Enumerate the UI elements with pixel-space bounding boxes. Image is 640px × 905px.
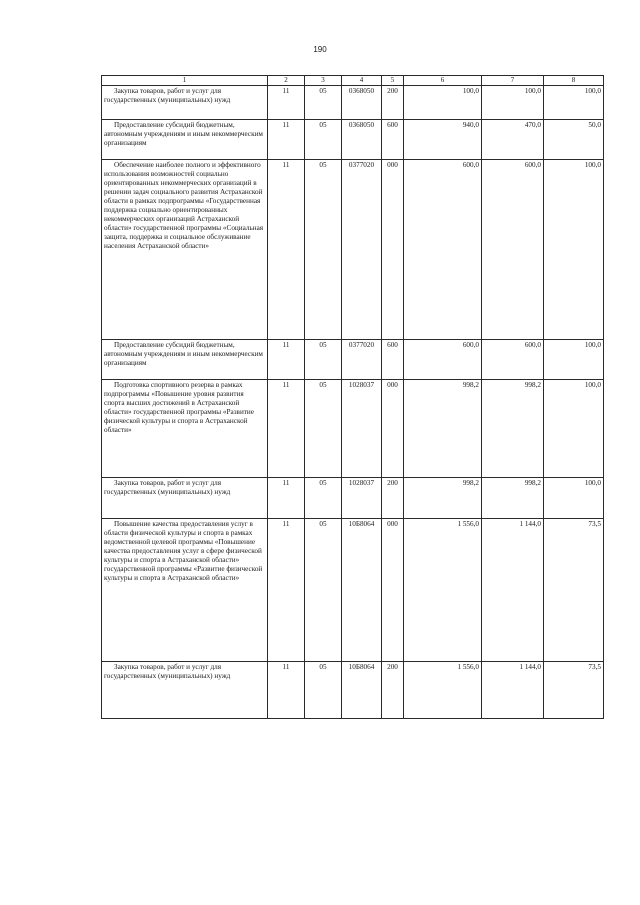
table-row <box>102 85 604 119</box>
row-percent: 100,0 <box>544 85 604 119</box>
table-row <box>102 661 604 718</box>
row-target-code: 10Б8064 <box>342 661 382 718</box>
table-row <box>102 339 604 379</box>
row-section: 11 <box>268 661 305 718</box>
row-percent: 100,0 <box>544 379 604 477</box>
row-expense-type: 200 <box>382 85 404 119</box>
row-subsection: 05 <box>305 477 342 518</box>
row-subsection: 05 <box>305 159 342 339</box>
header-col-3: 3 <box>305 76 342 86</box>
row-target-code: 0377020 <box>342 159 382 339</box>
header-col-8: 8 <box>544 76 604 86</box>
row-name: Закупка товаров, работ и услуг для государственных (муниципальных) нужд <box>102 661 268 718</box>
row-percent: 100,0 <box>544 477 604 518</box>
row-target-code: 0377020 <box>342 339 382 379</box>
table-row <box>102 477 604 518</box>
row-section: 11 <box>268 85 305 119</box>
row-target-code: 1028037 <box>342 477 382 518</box>
row-actual: 998,2 <box>482 477 544 518</box>
row-name: Закупка товаров, работ и услуг для государственных (муниципальных) нужд <box>102 477 268 518</box>
header-col-5: 5 <box>382 76 404 86</box>
row-expense-type: 600 <box>382 119 404 159</box>
row-plan: 100,0 <box>404 85 482 119</box>
header-col-4: 4 <box>342 76 382 86</box>
row-plan: 940,0 <box>404 119 482 159</box>
row-subsection: 05 <box>305 85 342 119</box>
row-percent: 100,0 <box>544 339 604 379</box>
table-row <box>102 119 604 159</box>
table-header-row <box>102 76 604 86</box>
row-name: Обеспечение наиболее полного и эффективного использования возможностей социально ориентированных некоммерческих организаций в решении задач социального развития Астраханской области в рамках подпрограммы «Государственная поддержка социально ориентированных некоммерческих организаций Астраханской области» государственной программы «Социальная защита, поддержка и социальное обслуживание населения Астраханской области» <box>102 159 268 339</box>
row-plan: 998,2 <box>404 477 482 518</box>
row-expense-type: 200 <box>382 477 404 518</box>
row-target-code: 1028037 <box>342 379 382 477</box>
row-name: Подготовка спортивного резерва в рамках подпрограммы «Повышение уровня развития спорта высших достижений в Астраханской области» государственной программы «Развитие физической культуры и спорта в Астраханской области» <box>102 379 268 477</box>
row-actual: 998,2 <box>482 379 544 477</box>
row-subsection: 05 <box>305 119 342 159</box>
row-name: Повышение качества предоставления услуг в области физической культуры и спорта в рамках ведомственной целевой программы «Повышение качества предоставления услуг в сфере физической культуры и спорта в Астраханской области» государственной программы «Развитие физической культуры и спорта в Астраханской области» <box>102 518 268 661</box>
row-plan: 998,2 <box>404 379 482 477</box>
row-subsection: 05 <box>305 518 342 661</box>
row-percent: 100,0 <box>544 159 604 339</box>
header-col-1: 1 <box>102 76 268 86</box>
row-name: Предоставление субсидий бюджетным, автономным учреждениям и иным некоммерческим организациям <box>102 119 268 159</box>
row-section: 11 <box>268 379 305 477</box>
row-section: 11 <box>268 159 305 339</box>
row-section: 11 <box>268 518 305 661</box>
row-subsection: 05 <box>305 379 342 477</box>
budget-table <box>101 75 604 719</box>
row-percent: 50,0 <box>544 119 604 159</box>
row-plan: 1 556,0 <box>404 661 482 718</box>
row-section: 11 <box>268 339 305 379</box>
table-row <box>102 379 604 477</box>
row-expense-type: 000 <box>382 518 404 661</box>
row-actual: 600,0 <box>482 159 544 339</box>
row-subsection: 05 <box>305 661 342 718</box>
row-subsection: 05 <box>305 339 342 379</box>
table-row <box>102 159 604 339</box>
page-number: 190 <box>313 45 327 54</box>
row-expense-type: 200 <box>382 661 404 718</box>
row-target-code: 10Б8064 <box>342 518 382 661</box>
row-plan: 600,0 <box>404 339 482 379</box>
row-target-code: 0368050 <box>342 119 382 159</box>
row-expense-type: 000 <box>382 379 404 477</box>
row-expense-type: 000 <box>382 159 404 339</box>
row-actual: 600,0 <box>482 339 544 379</box>
header-col-6: 6 <box>404 76 482 86</box>
row-section: 11 <box>268 477 305 518</box>
row-percent: 73,5 <box>544 518 604 661</box>
row-name: Закупка товаров, работ и услуг для государственных (муниципальных) нужд <box>102 85 268 119</box>
row-actual: 100,0 <box>482 85 544 119</box>
row-percent: 73,5 <box>544 661 604 718</box>
table-row <box>102 518 604 661</box>
row-actual: 470,0 <box>482 119 544 159</box>
row-plan: 1 556,0 <box>404 518 482 661</box>
row-actual: 1 144,0 <box>482 518 544 661</box>
row-section: 11 <box>268 119 305 159</box>
row-plan: 600,0 <box>404 159 482 339</box>
header-col-7: 7 <box>482 76 544 86</box>
row-actual: 1 144,0 <box>482 661 544 718</box>
header-col-2: 2 <box>268 76 305 86</box>
row-target-code: 0368050 <box>342 85 382 119</box>
row-expense-type: 600 <box>382 339 404 379</box>
row-name: Предоставление субсидий бюджетным, автономным учреждениям и иным некоммерческим организациям <box>102 339 268 379</box>
